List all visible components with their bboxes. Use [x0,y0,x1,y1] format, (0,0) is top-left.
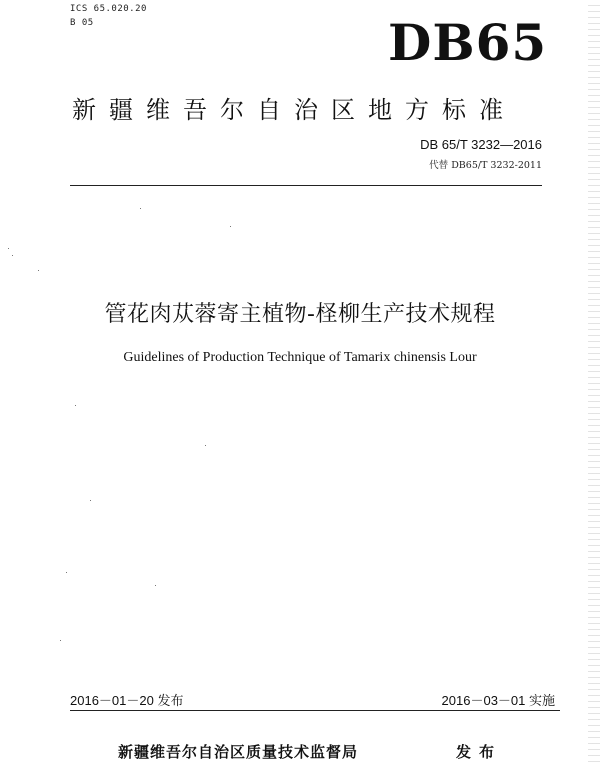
scan-speck [230,226,231,227]
replaces-note: 代替 DB65/T 3232-2011 [429,160,542,171]
ics-code: ICS 65.020.20 [70,4,147,14]
scan-speck [66,572,67,573]
ccs-code: B 05 [70,18,94,28]
scan-speck [155,585,156,586]
bottom-divider [70,710,560,711]
scan-edge-noise [588,0,600,767]
scan-speck [140,208,141,209]
scan-speck [8,248,9,249]
issuer-title: 新疆维吾尔自治区地方标准 [72,96,516,124]
scan-speck [90,500,91,501]
issuing-authority: 新疆维吾尔自治区质量技术监督局 [118,743,359,761]
document-title-chinese: 管花肉苁蓉寄主植物-柽柳生产技术规程 [104,302,496,327]
top-divider [70,185,542,186]
scan-speck [75,405,76,406]
scan-speck [12,255,13,256]
scan-speck [205,445,206,446]
document-title-english: Guidelines of Production Technique of Tamarix chinensis Lour [123,350,477,365]
issue-label: 发布 [456,743,503,761]
scan-speck [38,270,39,271]
implementation-date: 2016－03－01 实施 [441,693,555,708]
standard-code-mark: DB65 [388,13,548,72]
scan-speck [60,640,61,641]
standard-number: DB 65/T 3232—2016 [420,137,542,152]
issue-date: 2016－01－20 发布 [70,693,184,708]
